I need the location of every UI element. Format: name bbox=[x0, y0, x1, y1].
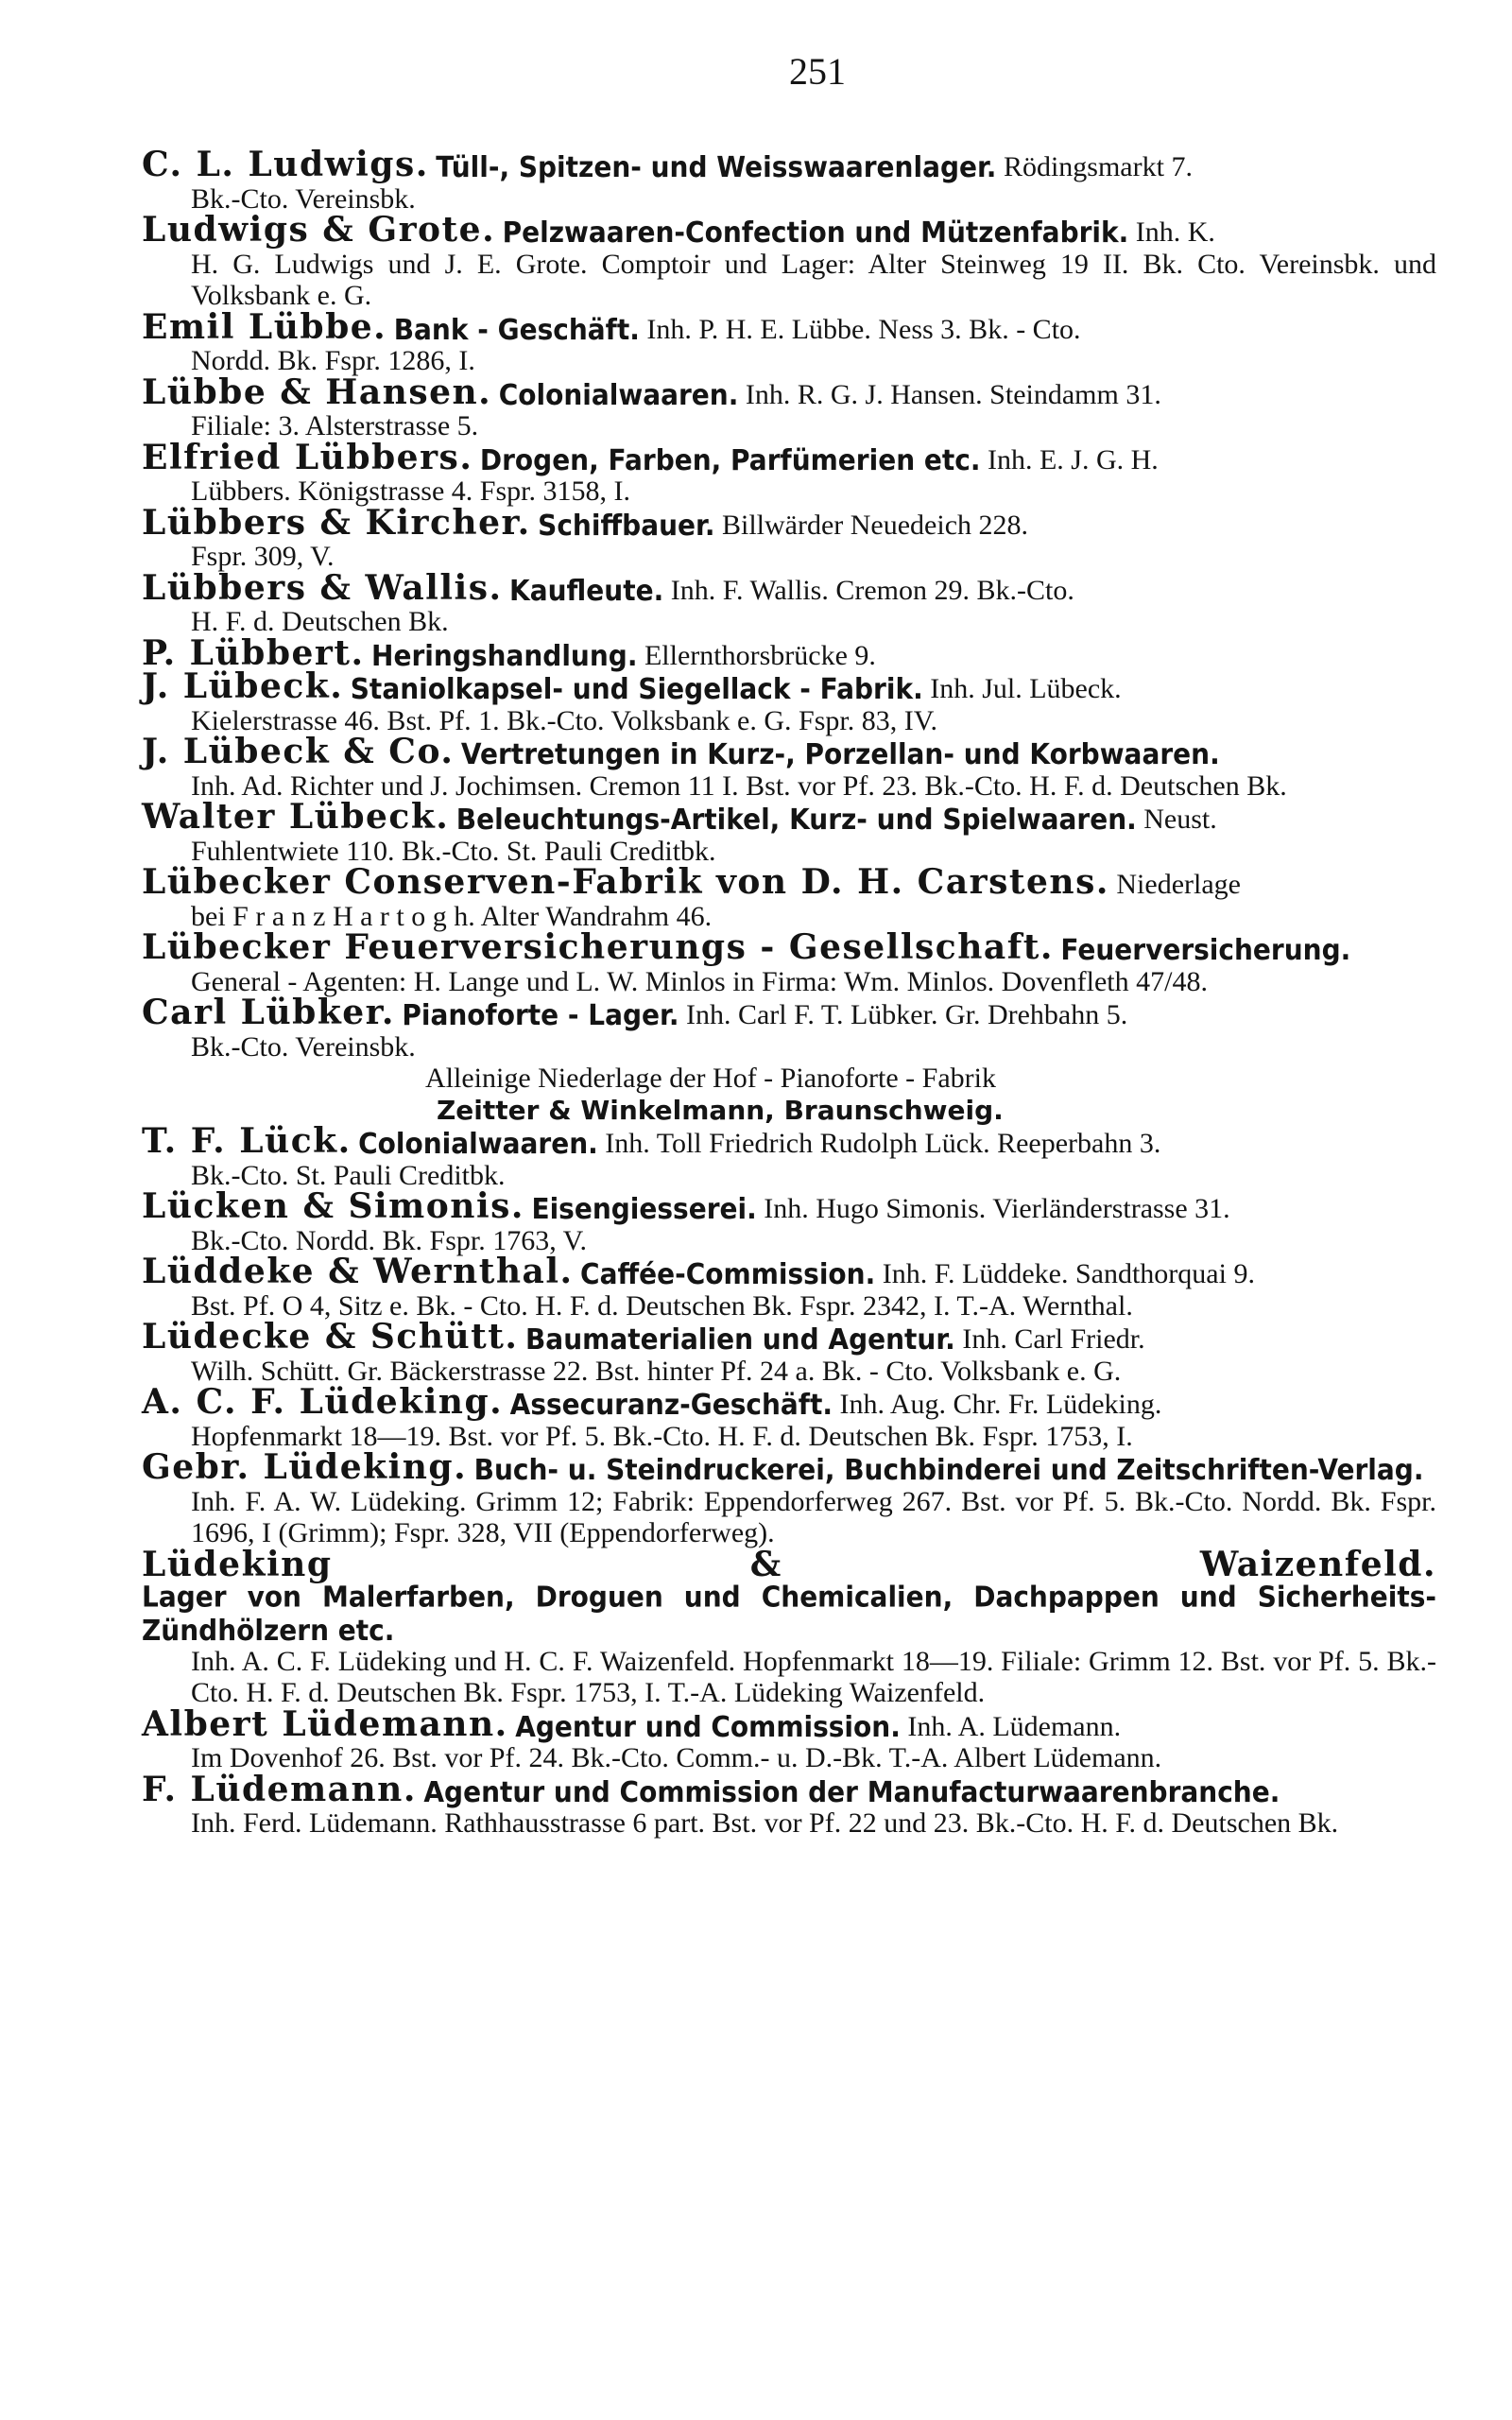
directory-entry bbox=[142, 1252, 1436, 1322]
entry-details: Inh. Carl F. T. Lübker. Gr. Drehbahn 5. bbox=[685, 999, 1128, 1030]
directory-entry bbox=[142, 372, 1436, 442]
directory-entry bbox=[142, 306, 1436, 377]
pianoforte-note bbox=[142, 1063, 1436, 1126]
entry-details-continued: Inh. Ferd. Lüdemann. Rathhausstrasse 6 part. Bst. vor Pf. 22 und 23. Bk.-Cto. H. F. d. Deutschen Bk. bbox=[191, 1807, 1339, 1839]
business-type: Beleuchtungs-Artikel, Kurz- und Spielwaaren. bbox=[455, 802, 1137, 837]
business-type: Colonialwaaren. bbox=[358, 1126, 598, 1161]
directory-entry bbox=[142, 1186, 1436, 1256]
business-type: Assecuranz-Geschäft. bbox=[509, 1387, 833, 1422]
entry-text bbox=[142, 732, 1436, 771]
entry-details-continued: Kielerstrasse 46. Bst. Pf. 1. Bk.-Cto. Volksbank e. G. Fspr. 83, IV. bbox=[191, 704, 938, 736]
entry-text bbox=[142, 1544, 1436, 1648]
directory-entry bbox=[142, 437, 1436, 508]
business-type: Caffée-Commission. bbox=[580, 1256, 876, 1291]
business-type: Bank - Geschäft. bbox=[393, 312, 640, 346]
entry-text bbox=[142, 1382, 1436, 1422]
entry-details: Inh. F. Lüddeke. Sandthorquai 9. bbox=[882, 1258, 1255, 1289]
firm-name: Lübbers & Kircher. bbox=[142, 502, 531, 543]
entry-details: Inh. Hugo Simonis. Vierländerstrasse 31. bbox=[764, 1193, 1230, 1224]
entry-details-continued: H. G. Ludwigs und J. E. Grote. Comptoir und Lager: Alter Steinweg 19 II. Bk. Cto. Vereinsbk. und Volksbank e. G. bbox=[191, 248, 1436, 311]
business-type: Lager von Malerfarben, Droguen und Chemicalien, Dachpappen und Sicherheits-Zündhölzern etc. bbox=[142, 1580, 1436, 1648]
firm-name: Lübbe & Hansen. bbox=[142, 372, 492, 412]
business-type: Heringshandlung. bbox=[371, 638, 638, 672]
business-type: Drogen, Farben, Parfümerien etc. bbox=[479, 442, 981, 476]
directory-entry bbox=[142, 1703, 1436, 1774]
entry-text bbox=[142, 1252, 1436, 1291]
entry-details: Inh. R. G. J. Hansen. Steindamm 31. bbox=[745, 378, 1161, 410]
entry-details: Inh. F. Wallis. Cremon 29. Bk.-Cto. bbox=[670, 574, 1074, 606]
business-type: Agentur und Commission. bbox=[515, 1709, 901, 1743]
firm-name: F. Lüdemann. bbox=[142, 1769, 417, 1809]
directory-entry bbox=[142, 210, 1436, 312]
entry-details-continued: Inh. F. A. W. Lüdeking. Grimm 12; Fabrik: Eppendorferweg 267. Bst. vor Pf. 5. Bk.-Cto. Nordd. Bk. Fspr. 1696, I (Grimm); Fspr. 328, VII (Eppendorferweg). bbox=[191, 1485, 1436, 1548]
entry-details-continued: Bst. Pf. O 4, Sitz e. Bk. - Cto. H. F. d. Deutschen Bk. Fspr. 2342, I. T.-A. Wernthal. bbox=[191, 1289, 1133, 1322]
directory-entries-continued bbox=[142, 1121, 1436, 1840]
firm-name: Carl Lübker. bbox=[142, 993, 395, 1032]
business-type: Eisengiesserei. bbox=[531, 1191, 757, 1226]
entry-text bbox=[142, 145, 1436, 184]
entry-text bbox=[142, 1121, 1436, 1161]
firm-name: Ludwigs & Grote. bbox=[142, 210, 496, 250]
entry-details-continued: Filiale: 3. Alsterstrasse 5. bbox=[191, 410, 479, 441]
entry-details: Inh. K. bbox=[1135, 216, 1215, 248]
entry-details: Niederlage bbox=[1116, 869, 1241, 900]
firm-name: Lübbers & Wallis. bbox=[142, 567, 503, 608]
entry-details-continued: General - Agenten: H. Lange und L. W. Minlos in Firma: Wm. Minlos. Dovenfleth 47/48. bbox=[191, 965, 1208, 997]
directory-entry bbox=[142, 927, 1436, 997]
business-type: Colonialwaaren. bbox=[498, 377, 739, 411]
business-type: Kaufleute. bbox=[509, 573, 664, 607]
entry-text bbox=[142, 372, 1436, 412]
note-firm: Zeitter & Winkelmann, Braunschweig. bbox=[437, 1094, 1004, 1126]
directory-entry bbox=[142, 732, 1436, 802]
note-text: Alleinige Niederlage der Hof - Pianoforte - Fabrik bbox=[425, 1063, 996, 1094]
firm-name: Elfried Lübbers. bbox=[142, 437, 473, 477]
entry-details: Inh. A. Lüdemann. bbox=[907, 1710, 1122, 1742]
entry-details-continued: Inh. Ad. Richter und J. Jochimsen. Cremon 11 I. Bst. vor Pf. 23. Bk.-Cto. H. F. d. Deutschen Bk. bbox=[191, 769, 1287, 802]
entry-details-continued: Lübbers. Königstrasse 4. Fspr. 3158, I. bbox=[191, 475, 630, 507]
entry-text bbox=[142, 862, 1436, 902]
entry-text bbox=[142, 1186, 1436, 1226]
firm-name: C. L. Ludwigs. bbox=[142, 145, 429, 184]
entry-details: Inh. E. J. G. H. bbox=[987, 443, 1159, 475]
firm-name: Lücken & Simonis. bbox=[142, 1186, 524, 1226]
entry-text bbox=[142, 1703, 1436, 1744]
business-type: Schiffbauer. bbox=[538, 508, 715, 542]
entry-text bbox=[142, 502, 1436, 543]
directory-entry bbox=[142, 1544, 1436, 1709]
entry-text bbox=[142, 1769, 1436, 1809]
directory-entry bbox=[142, 797, 1436, 867]
firm-name: A. C. F. Lüdeking. bbox=[142, 1382, 504, 1422]
directory-entry bbox=[142, 1382, 1436, 1452]
entry-details: Inh. Aug. Chr. Fr. Lüdeking. bbox=[839, 1389, 1162, 1420]
directory-entry bbox=[142, 1769, 1436, 1840]
entry-text bbox=[142, 797, 1436, 837]
entry-details-continued: Inh. A. C. F. Lüdeking und H. C. F. Waizenfeld. Hopfenmarkt 18—19. Filiale: Grimm 12. Bst. vor Pf. 5. Bk.-Cto. H. F. d. Deutschen Bk. Fspr. 1753, I. T.-A. Lüdeking Waizenfeld. bbox=[191, 1645, 1436, 1708]
entry-text bbox=[142, 567, 1436, 608]
directory-entries bbox=[142, 145, 1436, 1063]
directory-entry bbox=[142, 567, 1436, 638]
firm-name: Gebr. Lüdeking. bbox=[142, 1447, 468, 1487]
directory-entry bbox=[142, 666, 1436, 736]
entry-details-continued: Wilh. Schütt. Gr. Bäckerstrasse 22. Bst. hinter Pf. 24 a. Bk. - Cto. Volksbank e. G. bbox=[191, 1355, 1122, 1387]
firm-name: Lübecker Conserven-Fabrik von D. H. Carstens. bbox=[142, 862, 1109, 902]
firm-name: Lüdeking & Waizenfeld. bbox=[142, 1544, 1436, 1584]
firm-name: J. Lübeck. bbox=[142, 666, 344, 706]
entry-text bbox=[142, 1317, 1436, 1357]
entry-details-continued: Fuhlentwiete 110. Bk.-Cto. St. Pauli Creditbk. bbox=[191, 835, 716, 867]
directory-entry bbox=[142, 993, 1436, 1063]
business-type: Buch- u. Steindruckerei, Buchbinderei und Zeitschriften-Verlag. bbox=[473, 1452, 1424, 1487]
firm-name: P. Lübbert. bbox=[142, 632, 365, 673]
business-type: Feuerversicherung. bbox=[1060, 932, 1351, 967]
firm-name: T. F. Lück. bbox=[142, 1121, 352, 1161]
entry-text bbox=[142, 1447, 1436, 1487]
directory-entry bbox=[142, 1447, 1436, 1549]
entry-details: Inh. Carl Friedr. bbox=[962, 1323, 1145, 1355]
business-type: Agentur und Commission der Manufacturwaarenbranche. bbox=[423, 1774, 1280, 1808]
firm-name: Albert Lüdemann. bbox=[142, 1703, 508, 1744]
entry-details: Billwärder Neuedeich 228. bbox=[721, 509, 1029, 541]
page-number: 251 bbox=[789, 50, 846, 93]
entry-details: Inh. Toll Friedrich Rudolph Lück. Reeperbahn 3. bbox=[605, 1128, 1161, 1159]
business-type: Staniolkapsel- und Siegellack - Fabrik. bbox=[350, 671, 923, 706]
directory-entry bbox=[142, 862, 1436, 932]
directory-entry bbox=[142, 1121, 1436, 1191]
firm-name: Emil Lübbe. bbox=[142, 306, 387, 347]
entry-details-continued: H. F. d. Deutschen Bk. bbox=[191, 606, 449, 637]
firm-name: J. Lübeck & Co. bbox=[142, 732, 455, 771]
entry-text bbox=[142, 210, 1436, 250]
entry-details-continued: Bk.-Cto. Vereinsbk. bbox=[191, 1030, 416, 1063]
directory-entry bbox=[142, 502, 1436, 573]
entry-details: Ellernthorsbrücke 9. bbox=[644, 639, 876, 671]
entry-text bbox=[142, 927, 1436, 967]
entry-text bbox=[142, 666, 1436, 706]
business-type: Vertretungen in Kurz-, Porzellan- und Korbwaaren. bbox=[460, 736, 1220, 771]
entry-details-continued: Hopfenmarkt 18—19. Bst. vor Pf. 5. Bk.-Cto. H. F. d. Deutschen Bk. Fspr. 1753, I. bbox=[191, 1420, 1133, 1452]
directory-entry bbox=[142, 1317, 1436, 1387]
entry-details: Inh. Jul. Lübeck. bbox=[930, 673, 1122, 704]
directory-entry bbox=[142, 145, 1436, 215]
entry-details-continued: Bk.-Cto. St. Pauli Creditbk. bbox=[191, 1159, 506, 1191]
entry-details-continued: Nordd. Bk. Fspr. 1286, I. bbox=[191, 345, 475, 376]
entry-text bbox=[142, 306, 1436, 347]
business-type: Baumaterialien und Agentur. bbox=[524, 1322, 955, 1357]
entry-details: Rödingsmarkt 7. bbox=[1003, 151, 1193, 182]
entry-details-continued: Bk.-Cto. Vereinsbk. bbox=[191, 182, 416, 215]
entry-details: Inh. P. H. E. Lübbe. Ness 3. Bk. - Cto. bbox=[646, 313, 1081, 345]
entry-details-continued: Fspr. 309, V. bbox=[191, 541, 335, 572]
entry-text bbox=[142, 437, 1436, 477]
entry-details-continued: Bk.-Cto. Nordd. Bk. Fspr. 1763, V. bbox=[191, 1224, 587, 1256]
firm-name: Lüddeke & Wernthal. bbox=[142, 1252, 574, 1291]
business-type: Pelzwaaren-Confection und Mützenfabrik. bbox=[502, 215, 1129, 250]
entry-details-continued: bei F r a n z H a r t o g h. Alter Wandrahm 46. bbox=[191, 900, 713, 932]
entry-text bbox=[142, 993, 1436, 1032]
firm-name: Lübecker Feuerversicherungs - Gesellschaft. bbox=[142, 927, 1054, 967]
business-type: Tüll-, Spitzen- und Weisswaarenlager. bbox=[436, 149, 997, 184]
entry-details: Neust. bbox=[1143, 804, 1217, 835]
firm-name: Lüdecke & Schütt. bbox=[142, 1317, 519, 1357]
entry-details-continued: Im Dovenhof 26. Bst. vor Pf. 24. Bk.-Cto. Comm.- u. D.-Bk. T.-A. Albert Lüdemann. bbox=[191, 1742, 1162, 1773]
business-type: Pianoforte - Lager. bbox=[402, 997, 679, 1032]
firm-name: Walter Lübeck. bbox=[142, 797, 450, 837]
